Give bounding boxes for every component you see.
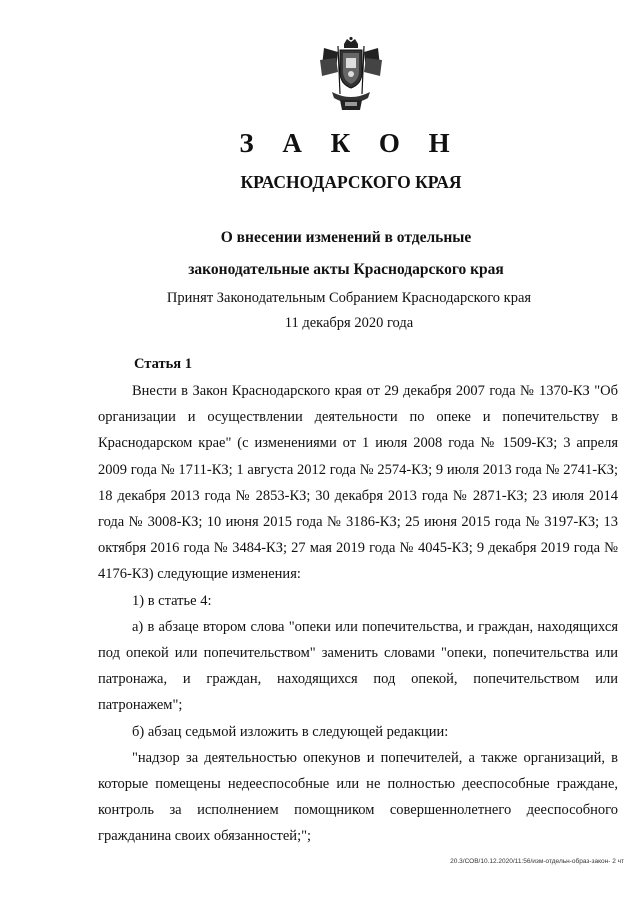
krasnodar-coat-of-arms-icon xyxy=(318,36,384,112)
article-paragraph: б) абзац седьмой изложить в следующей редакции: xyxy=(132,723,449,740)
article-paragraph: а) в абзаце втором слова "опеки или попечительства, и граждан, находящихся под опекой или попечительством" заменить словами "опеки, попечительства или патронажа, и граждан, находящихся под опекой, попечительством или патронажем"; xyxy=(98,618,618,714)
document-code: 20.3/СОВ/10.12.2020/11:56/изм-отдельн-образ-закон- 2 чт xyxy=(450,858,624,865)
subject-line-1: О внесении изменений в отдельные xyxy=(220,229,472,246)
law-subject xyxy=(0,222,640,286)
adoption-date: 11 декабря 2020 года xyxy=(284,315,414,331)
adoption-info xyxy=(0,286,640,336)
article-heading: Статья 1 xyxy=(134,356,192,372)
law-title: З А К О Н xyxy=(239,128,461,158)
subject-line-2: законодательные акты Краснодарского края xyxy=(188,261,504,278)
adopted-by: Принят Законодательным Собранием Краснодарского края xyxy=(166,290,532,306)
article-paragraph: 1) в статье 4: xyxy=(132,592,212,609)
article-paragraph: Внести в Закон Краснодарского края от 29 декабря 2007 года № 1370-КЗ "Об организации и осуществлении деятельности по опеке и попечительству в Краснодарском крае" (с изменениями от 1 июля 2008 года № 1509-КЗ; 3 апреля 2009 года № 1711-КЗ; 1 августа 2012 года № 2574-КЗ; 9 июля 2013 года № 2741-КЗ; 18 декабря 2013 года № 2853-КЗ; 30 декабря 2013 года № 2871-КЗ; 23 июля 2014 года № 3008-КЗ; 10 июня 2015 года № 3186-КЗ; 25 июня 2015 года № 3197-КЗ; 13 октября 2016 года № 3484-КЗ; 27 мая 2019 года № 4045-КЗ; 9 декабря 2019 года № 4176-КЗ) следующие изменения: xyxy=(98,383,618,583)
region-title: КРАСНОДАРСКОГО КРАЯ xyxy=(240,172,462,192)
article-body xyxy=(98,378,618,850)
article-paragraph: "надзор за деятельностью опекунов и попечителей, а также организаций, в которые помещены недееспособные или не полностью дееспособные граждане, контроль за исполнением помощником совершеннолетнего дееспособного гражданина своих обязанностей;"; xyxy=(98,749,618,845)
